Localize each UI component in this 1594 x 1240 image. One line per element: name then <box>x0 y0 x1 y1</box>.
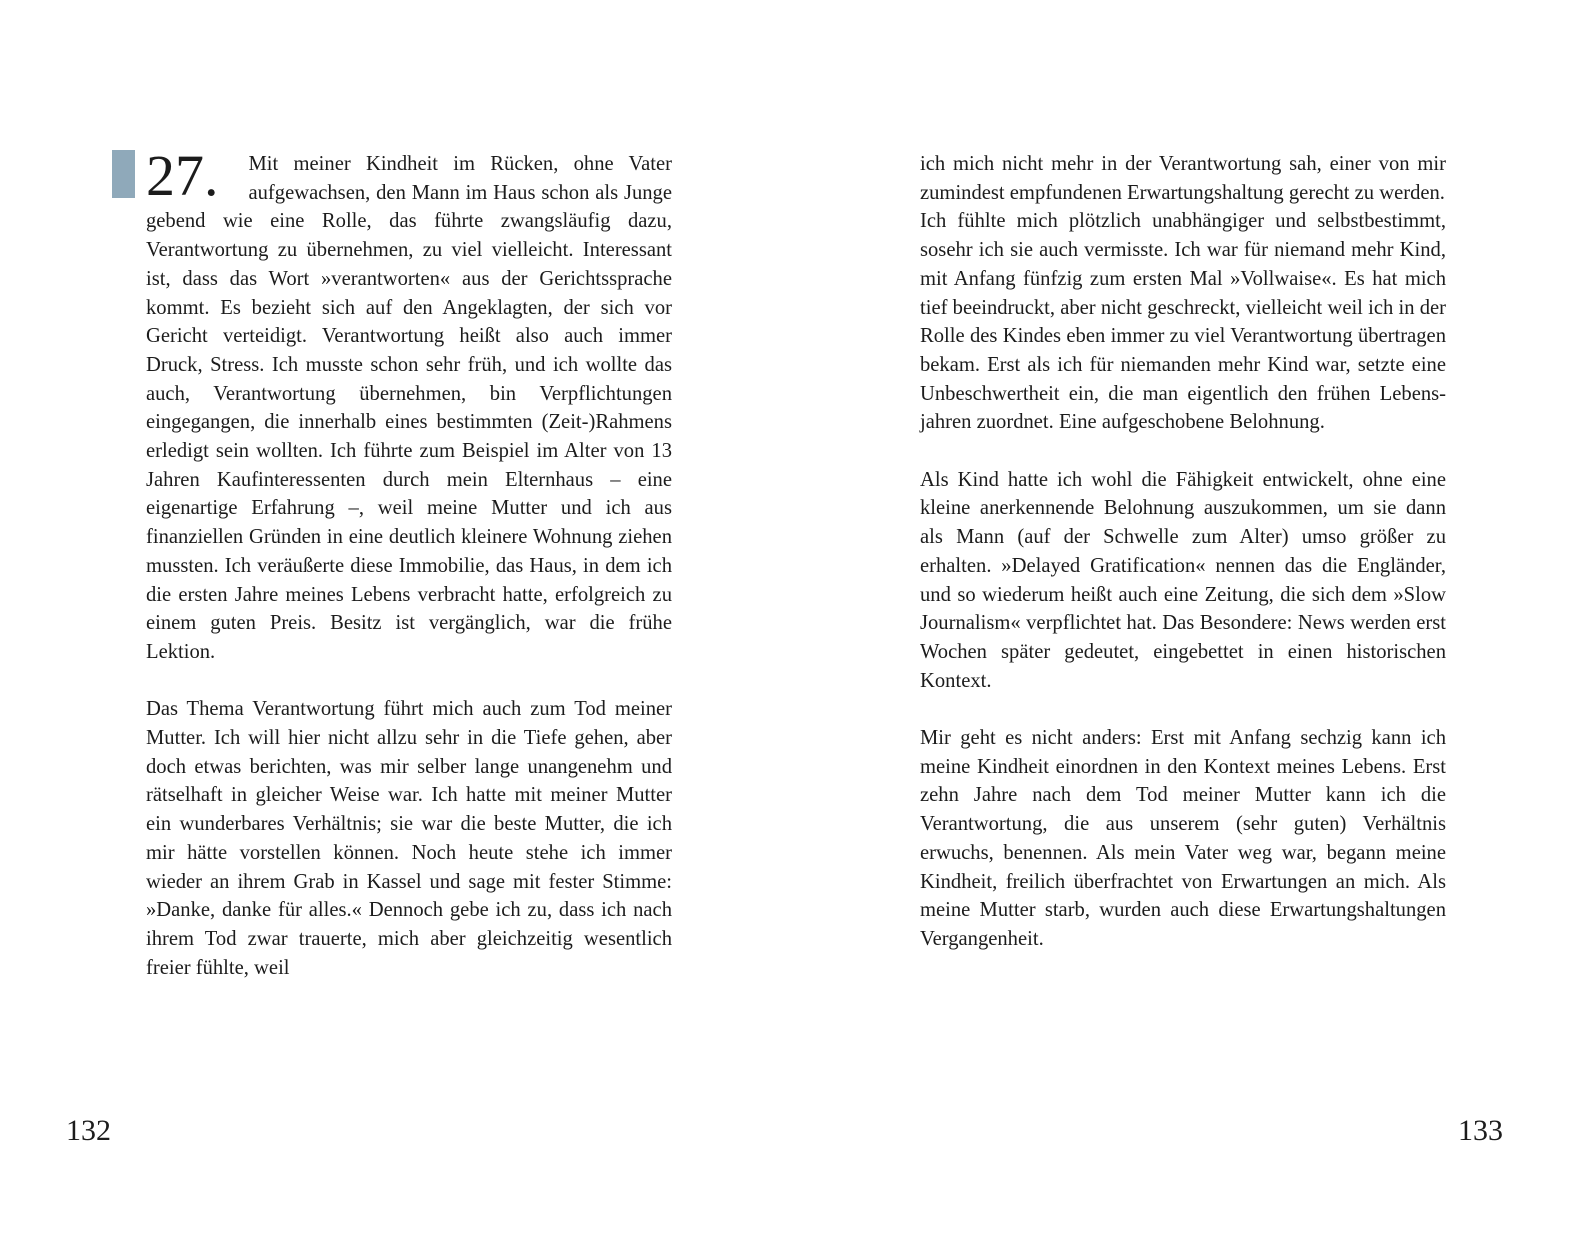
paragraph: Mit meiner Kindheit im Rücken, ohne Vater aufgewachsen, den Mann im Haus schon als Junge gebend wie eine Rolle, das führte zwangsläufig dazu, Verantwortung zu übernehmen, zu viel vielleicht. Interessant ist, dass das Wort »verantworten« aus der Gerichtssprache kommt. Es bezieht sich auf den Angeklagten, der sich vor Gericht verteidigt. Verantwortung heißt also auch immer Druck, Stress. Ich musste schon sehr früh, und ich wollte das auch, Verantwortung übernehmen, bin Verpflichtungen eingegangen, die innerhalb eines bestimmten (Zeit-)Rahmens erledigt sein wollten. Ich führte zum Beispiel im Alter von 13 Jahren Kaufinteressenten durch mein Elternhaus – eine eigenartige Erfahrung –, weil meine Mutter und ich aus finanziellen Gründen in eine deutlich kleinere Wohnung ziehen mussten. Ich veräußerte diese Immobilie, das Haus, in dem ich die ersten Jahre meines Lebens verbracht hatte, erfolgreich zu einem guten Preis. Besitz ist vergänglich, war die frühe Lektion. <box>146 153 672 663</box>
right-text-column <box>920 150 1446 954</box>
chapter-number: 27. <box>146 143 219 208</box>
paragraph: Mir geht es nicht anders: Erst mit Anfang sechzig kann ich meine Kindheit einordnen in den Kontext meines Lebens. Erst zehn Jahre nach dem Tod meiner Mutter kann ich die Verantwortung, die aus unserem (sehr guten) Verhältnis erwuchs, benennen. Als mein Vater weg war, begann meine Kindheit, freilich überfrachtet von Erwartungen an mich. Als meine Mutter starb, wurden auch diese Erwartungshaltungen Vergangenheit. <box>920 727 1446 950</box>
chapter-marker-bar <box>112 150 135 198</box>
paragraph: Das Thema Verantwortung führt mich auch zum Tod meiner Mutter. Ich will hier nicht allzu sehr in die Tiefe gehen, aber doch etwas berichten, was mir selber lange unangenehm und rätselhaft in gleicher Weise war. Ich hatte mit meiner Mutter ein wunderbares Verhältnis; sie war die beste Mutter, die ich mir hätte vorstellen können. Noch heute stehe ich immer wieder an ihrem Grab in Kassel und sage mit fester Stimme: »Danke, danke für alles.« Dennoch gebe ich zu, dass ich nach ihrem Tod zwar trauerte, mich aber gleichzeitig wesentlich freier fühlte, weil <box>146 698 672 979</box>
page-number-right: 133 <box>1458 1114 1503 1147</box>
right-page <box>797 0 1594 1240</box>
paragraph: ich mich nicht mehr in der Verantwortung sah, einer von mir zumindest empfundenen Erwartungshaltung gerecht zu werden. <box>920 153 1446 204</box>
paragraph: Ich fühlte mich plötzlich unabhängiger und selbstbestimmt, sosehr ich sie auch vermisste. Ich war für niemand mehr Kind, mit Anfang fünfzig zum ersten Mal »Vollwaise«. Es hat mich tief beeindruckt, aber nicht geschreckt, vielleicht weil ich in der Rolle des Kindes eben immer zu viel Verantwortung übertragen bekam. Erst als ich für niemanden mehr Kind war, setzte eine Unbeschwertheit ein, die man eigentlich den frühen Lebensjahren zuordnet. Eine aufgeschobene Belohnung. <box>920 210 1446 434</box>
page-number-left: 132 <box>66 1114 111 1147</box>
paragraph: Als Kind hatte ich wohl die Fähigkeit entwickelt, ohne eine kleine anerkennende Belohnung auszukommen, um sie dann als Mann (auf der Schwelle zum Alter) umso größer zu erhalten. »Delayed Gratification« nennen das die Engländer, und so wiederum heißt auch eine Zeitung, die sich dem »Slow Journalism« verpflichtet hat. Das Besondere: News werden erst Wochen später gedeutet, eingebettet in einen historischen Kontext. <box>920 468 1446 692</box>
left-text-column <box>146 143 672 982</box>
